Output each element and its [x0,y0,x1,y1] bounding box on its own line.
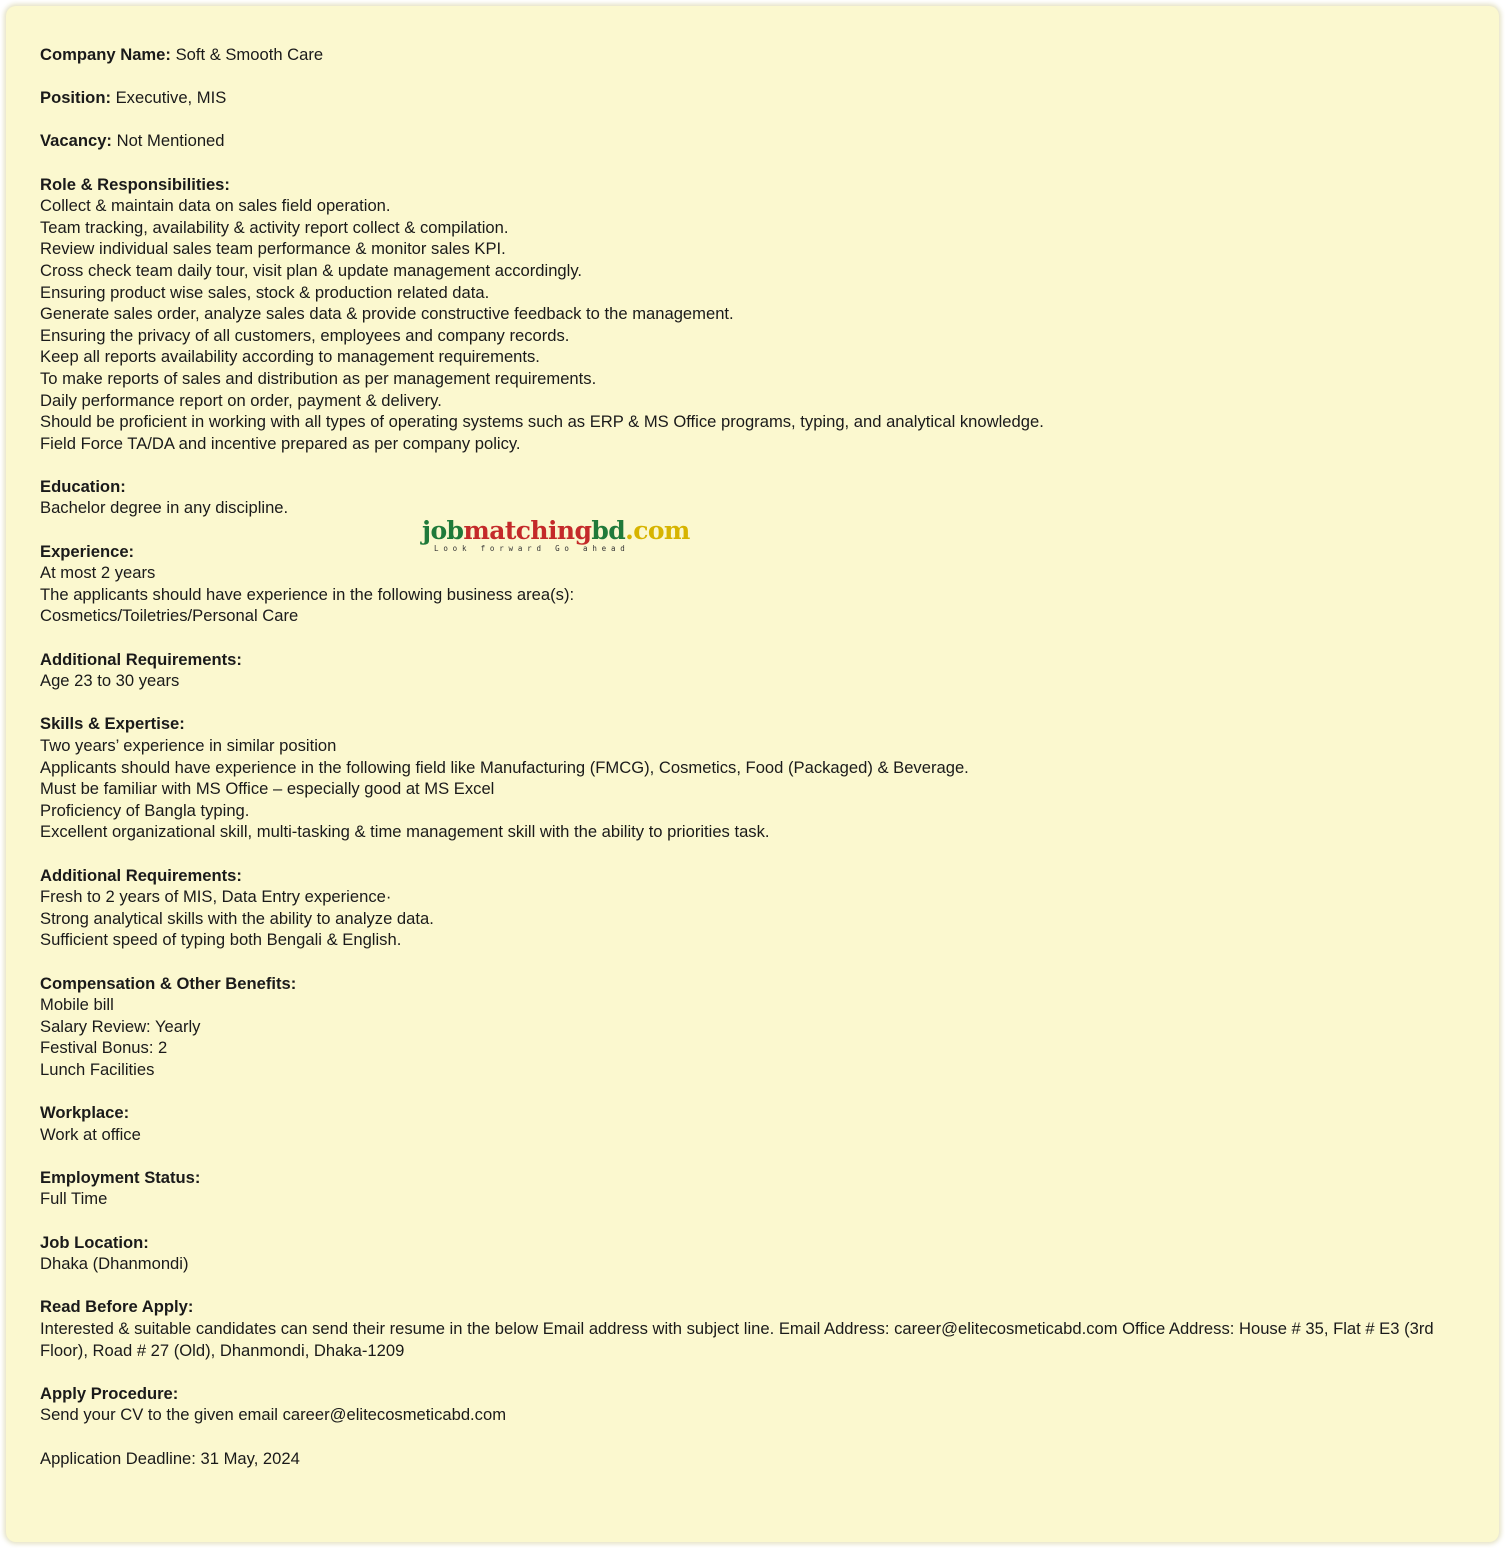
list-item: Field Force TA/DA and incentive prepared as per company policy. [40,433,521,453]
additional-requirements-section-2 [40,865,1460,951]
list-item: Must be familiar with MS Office – especially good at MS Excel [40,779,495,799]
list-item: Strong analytical skills with the ability to analyze data. [40,908,434,928]
jobmatchingbd-watermark-logo [422,518,702,554]
list-item: Collect & maintain data on sales field operation. [40,196,391,216]
list-item: Cross check team daily tour, visit plan & update management accordingly. [40,260,583,280]
workplace-section [40,1102,1460,1145]
read-before-apply-text: Interested & suitable candidates can send their resume in the below Email address with subject line. Email Address: career@elitecosmeticabd.com Office Address: House # 35, Flat # E3 (3rd Floor), Road # 27 (Old), Dhanmondi, Dhaka-1209 [40,1319,1434,1360]
logo-tagline: Look forward Go ahead [434,544,630,553]
list-item: Excellent organizational skill, multi-tasking & time management skill with the ability to priorities task. [40,822,770,842]
roles-heading: Role & Responsibilities: [40,174,230,194]
additional-requirements-heading: Additional Requirements: [40,649,242,669]
list-item: Dhaka (Dhanmondi) [40,1254,189,1274]
list-item: Mobile bill [40,995,114,1015]
employment-status-heading: Employment Status: [40,1167,201,1187]
read-before-apply-heading: Read Before Apply: [40,1297,194,1317]
job-location-heading: Job Location: [40,1232,149,1252]
list-item: Full Time [40,1189,108,1209]
list-item: Festival Bonus: 2 [40,1038,168,1058]
list-item: At most 2 years [40,563,156,583]
list-item: Should be proficient in working with all types of operating systems such as ERP & MS Office programs, typing, and analytical knowledge. [40,412,1044,432]
list-item: Generate sales order, analyze sales data & provide constructive feedback to the management. [40,304,734,324]
compensation-heading: Compensation & Other Benefits: [40,973,297,993]
job-post-card [6,6,1499,1542]
list-item: The applicants should have experience in the following business area(s): [40,584,575,604]
list-item: Salary Review: Yearly [40,1016,201,1036]
employment-status-section [40,1167,1460,1210]
vacancy-label: Vacancy: [40,131,112,151]
list-item: Two years’ experience in similar position [40,736,337,755]
list-item: Review individual sales team performance & monitor sales KPI. [40,239,506,259]
logo-wordmark: jobmatchingbd.com [422,516,690,545]
list-item: Sufficient speed of typing both Bengali & English. [40,930,402,950]
list-item: Applicants should have experience in the following field like Manufacturing (FMCG), Cosmetics, Food (Packaged) & Beverage. [40,757,969,777]
list-item: Ensuring the privacy of all customers, employees and company records. [40,325,570,345]
read-before-apply-section [40,1296,1460,1361]
company-label: Company Name: [40,45,171,64]
company-value: Soft & Smooth Care [175,45,324,64]
list-item: Proficiency of Bangla typing. [40,800,250,820]
experience-heading: Experience: [40,541,135,561]
list-item: Send your CV to the given email career@elitecosmeticabd.com [40,1405,507,1425]
job-post-content [40,44,1460,1491]
deadline-section [40,1448,1460,1470]
list-item: Team tracking, availability & activity report collect & compilation. [40,217,509,237]
list-item: Ensuring product wise sales, stock & production related data. [40,282,490,302]
apply-procedure-heading: Apply Procedure: [40,1383,179,1403]
experience-section [40,541,1460,627]
education-section [40,476,1460,519]
workplace-heading: Workplace: [40,1103,130,1123]
additional-requirements-heading: Additional Requirements: [40,865,242,885]
additional-requirements-section-1 [40,649,1460,692]
skills-heading: Skills & Expertise: [40,714,185,734]
roles-section [40,174,1460,455]
apply-procedure-section [40,1383,1460,1426]
position-field [40,87,1460,109]
vacancy-value: Not Mentioned [116,131,225,151]
skills-section [40,713,1460,843]
list-item: To make reports of sales and distribution as per management requirements. [40,368,597,388]
job-location-section [40,1232,1460,1275]
list-item: Daily performance report on order, payment & delivery. [40,390,442,410]
education-heading: Education: [40,476,126,496]
list-item: Bachelor degree in any discipline. [40,498,289,518]
compensation-section [40,973,1460,1081]
list-item: Age 23 to 30 years [40,671,180,691]
list-item: Fresh to 2 years of MIS, Data Entry experience· [40,887,392,907]
list-item: Keep all reports availability according to management requirements. [40,347,540,367]
list-item: Lunch Facilities [40,1059,155,1079]
position-label: Position: [40,88,111,108]
position-value: Executive, MIS [115,88,227,108]
list-item: Cosmetics/Toiletries/Personal Care [40,606,299,626]
application-deadline: Application Deadline: 31 May, 2024 [40,1448,300,1468]
vacancy-field [40,130,1460,152]
list-item: Work at office [40,1124,141,1144]
company-field [40,44,1460,66]
